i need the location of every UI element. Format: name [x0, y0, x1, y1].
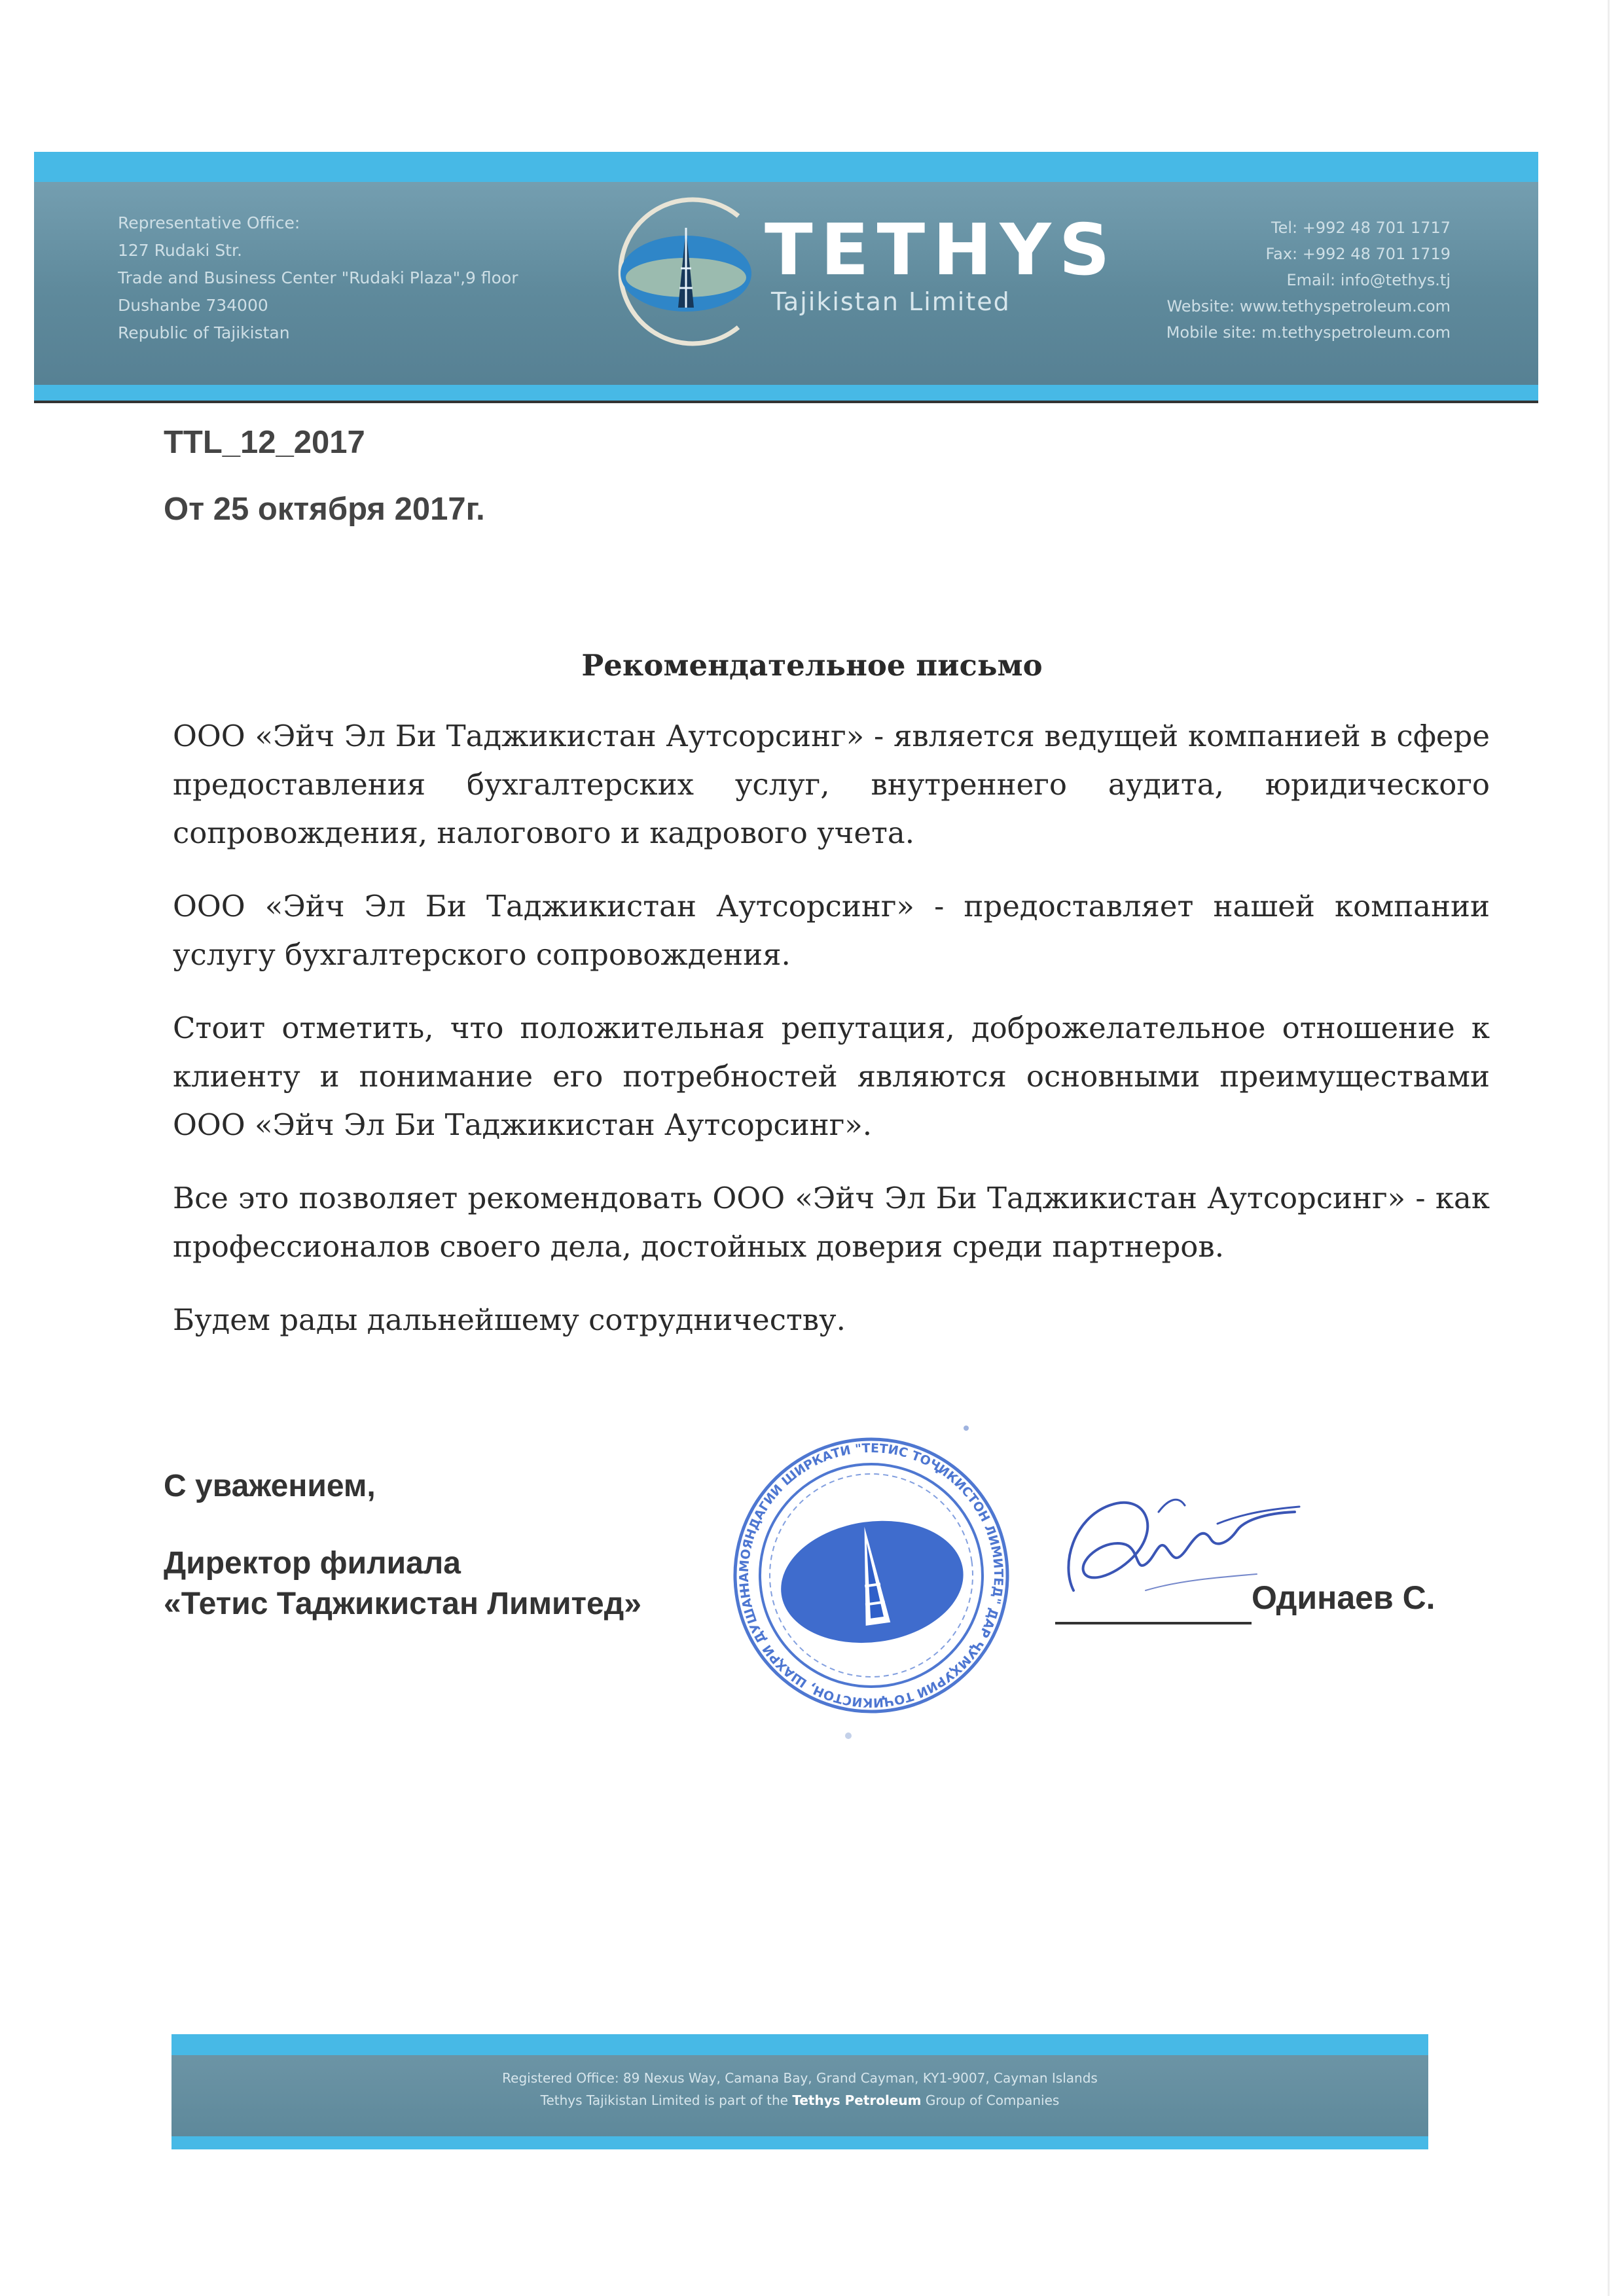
- body-paragraph: Будем рады дальнейшему сотрудничеству.: [173, 1302, 846, 1337]
- svg-text:НАМОЯНДАГИИ ШИРКАТИ "ТЕТИС ТОҶ: НАМОЯНДАГИИ ШИРКАТИ "ТЕТИС ТОҶИКИСТОН ЛИМИТЕД" ДАР ҶУМҲУРИИ ТОҶИКИСТОН, ШАҲРИ ДУШАНБЕ: [736, 1441, 1006, 1710]
- contact-line: Tel: +992 48 701 1717: [1271, 219, 1451, 237]
- letterhead-band: [34, 152, 1538, 402]
- signer-company: «Тетис Таджикистан Лимитед»: [164, 1587, 641, 1621]
- letterhead-top-stripe: [34, 152, 1538, 182]
- letterhead-bottom-stripe: [34, 385, 1538, 402]
- footer-top-stripe: [171, 2034, 1428, 2055]
- footer-text: [171, 2067, 1428, 2111]
- logo-subtitle: Tajikistan Limited: [771, 287, 1011, 316]
- signature-line: [1055, 1622, 1252, 1624]
- letter-title: Рекомендательное письмо: [581, 648, 1043, 683]
- group-name: Tethys Petroleum: [792, 2092, 922, 2108]
- body-paragraph: ООО «Эйч Эл Би Таджикистан Аутсорсинг» - является ведущей компанией в сфере предоставления бухгалтерских услуг, внутреннего аудита, юридического сопровождения, налогового и кадрового учета.: [173, 719, 1490, 850]
- office-address: [118, 209, 518, 347]
- letter-body: [173, 712, 1490, 1369]
- address-line: Dushanbe 734000: [118, 296, 268, 315]
- contact-line: Mobile site: m.tethyspetroleum.com: [1166, 323, 1451, 342]
- contact-line: Fax: +992 48 701 1719: [1265, 245, 1451, 263]
- address-line: Representative Office:: [118, 213, 300, 232]
- body-paragraph: Стоит отметить, что положительная репутация, доброжелательное отношение к клиенту и понимание его потребностей являются основными преимуществами ООО «Эйч Эл Би Таджикистан Аутсорсинг».: [173, 1011, 1490, 1142]
- group-note: Tethys Tajikistan Limited is part of the Tethys Petroleum Group of Companies: [540, 2092, 1060, 2108]
- body-paragraph: ООО «Эйч Эл Би Таджикистан Аутсорсинг» - предоставляет нашей компании услугу бухгалтерского сопровождения.: [173, 889, 1490, 972]
- page-edge: [1608, 0, 1610, 2296]
- tethys-logo: [607, 190, 1118, 353]
- body-paragraph: Все это позволяет рекомендовать ООО «Эйч Эл Би Таджикистан Аутсорсинг» - как профессионалов своего дела, достойных доверия среди партнеров.: [173, 1181, 1490, 1264]
- letter-date: От 25 октября 2017г.: [164, 492, 485, 527]
- logo-name: TETHYS: [765, 209, 1118, 291]
- signer-name: Одинаев С.: [1252, 1579, 1435, 1616]
- signature-block: [164, 1466, 641, 1624]
- reference-number: TTL_12_2017: [164, 425, 365, 460]
- footer-bottom-stripe: [171, 2136, 1428, 2149]
- contact-line: Email: info@tethys.tj: [1286, 271, 1451, 289]
- registered-office: Registered Office: 89 Nexus Way, Camana Bay, Grand Cayman, KY1-9007, Cayman Islands: [502, 2070, 1098, 2086]
- contact-line: Website: www.tethyspetroleum.com: [1166, 297, 1451, 315]
- address-line: Trade and Business Center "Rudaki Plaza",9 floor: [118, 268, 518, 287]
- address-line: Republic of Tajikistan: [118, 323, 290, 342]
- contact-details: [1166, 215, 1451, 346]
- footer-band: [171, 2034, 1428, 2149]
- company-stamp: [731, 1402, 1012, 1749]
- address-line: 127 Rudaki Str.: [118, 241, 242, 260]
- stamp-seal-icon: [731, 1402, 1012, 1749]
- closing-regards: С уважением,: [164, 1469, 376, 1503]
- tethys-emblem-icon: [607, 190, 771, 353]
- letterhead-rule: [34, 401, 1538, 403]
- signer-position: Директор филиала: [164, 1546, 461, 1581]
